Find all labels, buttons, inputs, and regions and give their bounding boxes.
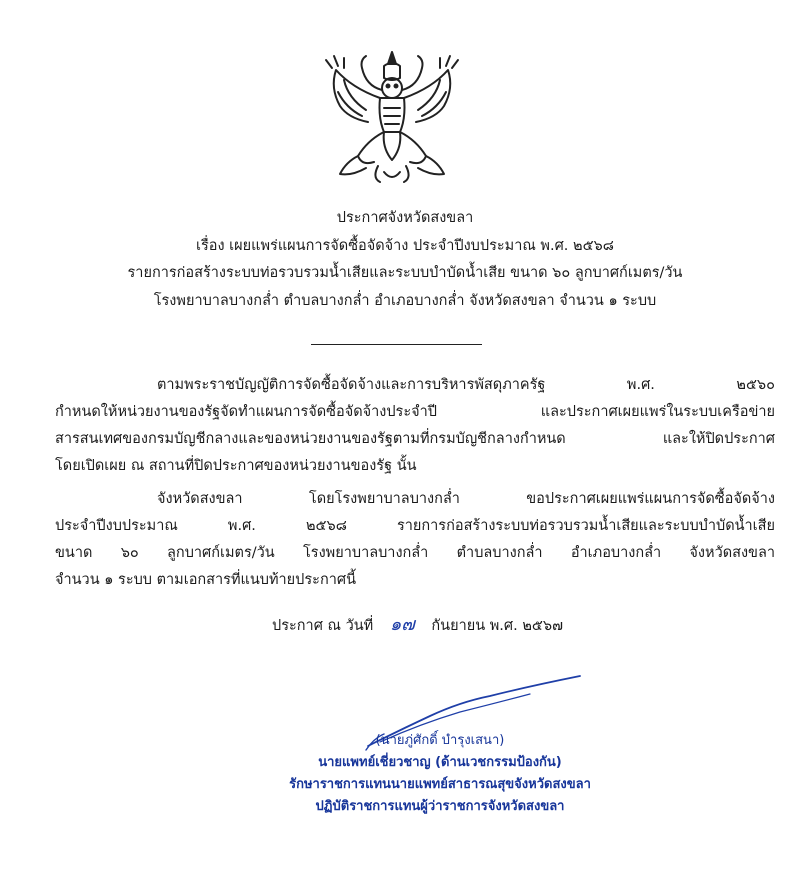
paragraph-1-line: โดยเปิดเผย ณ สถานที่ปิดประกาศของหน่วยงานของรัฐ นั้น <box>55 458 417 474</box>
paragraph-2-line: จังหวัดสงขลา โดยโรงพยาบาลบางกล่ำ ขอประกาศเผยแพร่แผนการจัดซื้อจัดจ้าง <box>157 491 775 507</box>
garuda-emblem-icon <box>322 48 462 186</box>
paragraph-1-line: สารสนเทศของกรมบัญชีกลางและของหน่วยงานของรัฐตามที่กรมบัญชีกลางกำหนด และให้ปิดประกาศ <box>55 431 775 447</box>
paragraph-2-line: จำนวน ๑ ระบบ ตามเอกสารที่แนบท้ายประกาศนี้ <box>55 572 356 588</box>
signatory-name: (นายภู่ศักดิ์ บำรุงเสนา) <box>375 733 505 748</box>
paragraph-2-line: ประจำปีงบประมาณ พ.ศ. ๒๕๖๘ รายการก่อสร้างระบบท่อรวบรวมน้ำเสียและระบบบำบัดน้ำเสีย <box>55 518 775 534</box>
header-divider <box>311 344 482 345</box>
subject-line: เรื่อง เผยแพร่แผนการจัดซื้อจัดจ้าง ประจำปีงบประมาณ พ.ศ. ๒๕๖๘ <box>196 237 614 254</box>
paragraph-1 <box>55 372 775 480</box>
issuer-title: ประกาศจังหวัดสงขลา <box>336 210 474 226</box>
signatory-position-3: ปฏิบัติราชการแทนผู้ว่าราชการจังหวัดสงขลา <box>315 799 565 814</box>
paragraph-2-line: ขนาด ๖๐ ลูกบาศก์เมตร/วัน โรงพยาบาลบางกล่ำ ตำบลบางกล่ำ อำเภอบางกล่ำ จังหวัดสงขลา <box>55 545 775 561</box>
announcement-prefix: ประกาศ ณ วันที่ <box>272 618 374 634</box>
document-header <box>40 205 770 315</box>
paragraph-1-line: กำหนดให้หน่วยงานของรัฐจัดทำแผนการจัดซื้อจัดจ้างประจำปี และประกาศเผยแพร่ในระบบเครือข่าย <box>55 404 775 420</box>
signatory-block <box>270 730 610 818</box>
signatory-position-2: รักษาราชการแทนนายแพทย์สาธารณสุขจังหวัดสงขลา <box>289 777 591 792</box>
announcement-month-year: กันยายน พ.ศ. ๒๕๖๗ <box>431 618 563 634</box>
announcement-day: ๑๗ <box>389 614 415 635</box>
paragraph-1-line: ตามพระราชบัญญัติการจัดซื้อจัดจ้างและการบริหารพัสดุภาครัฐ พ.ศ. ๒๕๖๐ <box>157 377 775 393</box>
project-line-2: โรงพยาบาลบางกล่ำ ตำบลบางกล่ำ อำเภอบางกล่ำ จังหวัดสงขลา จำนวน ๑ ระบบ <box>153 292 657 309</box>
project-line-1: รายการก่อสร้างระบบท่อรวบรวมน้ำเสียและระบบบำบัดน้ำเสีย ขนาด ๖๐ ลูกบาศก์เมตร/วัน <box>127 265 683 281</box>
paragraph-2 <box>55 486 775 594</box>
announcement-date <box>272 609 563 638</box>
signatory-position-1: นายแพทย์เชี่ยวชาญ (ด้านเวชกรรมป้องกัน) <box>318 755 562 770</box>
